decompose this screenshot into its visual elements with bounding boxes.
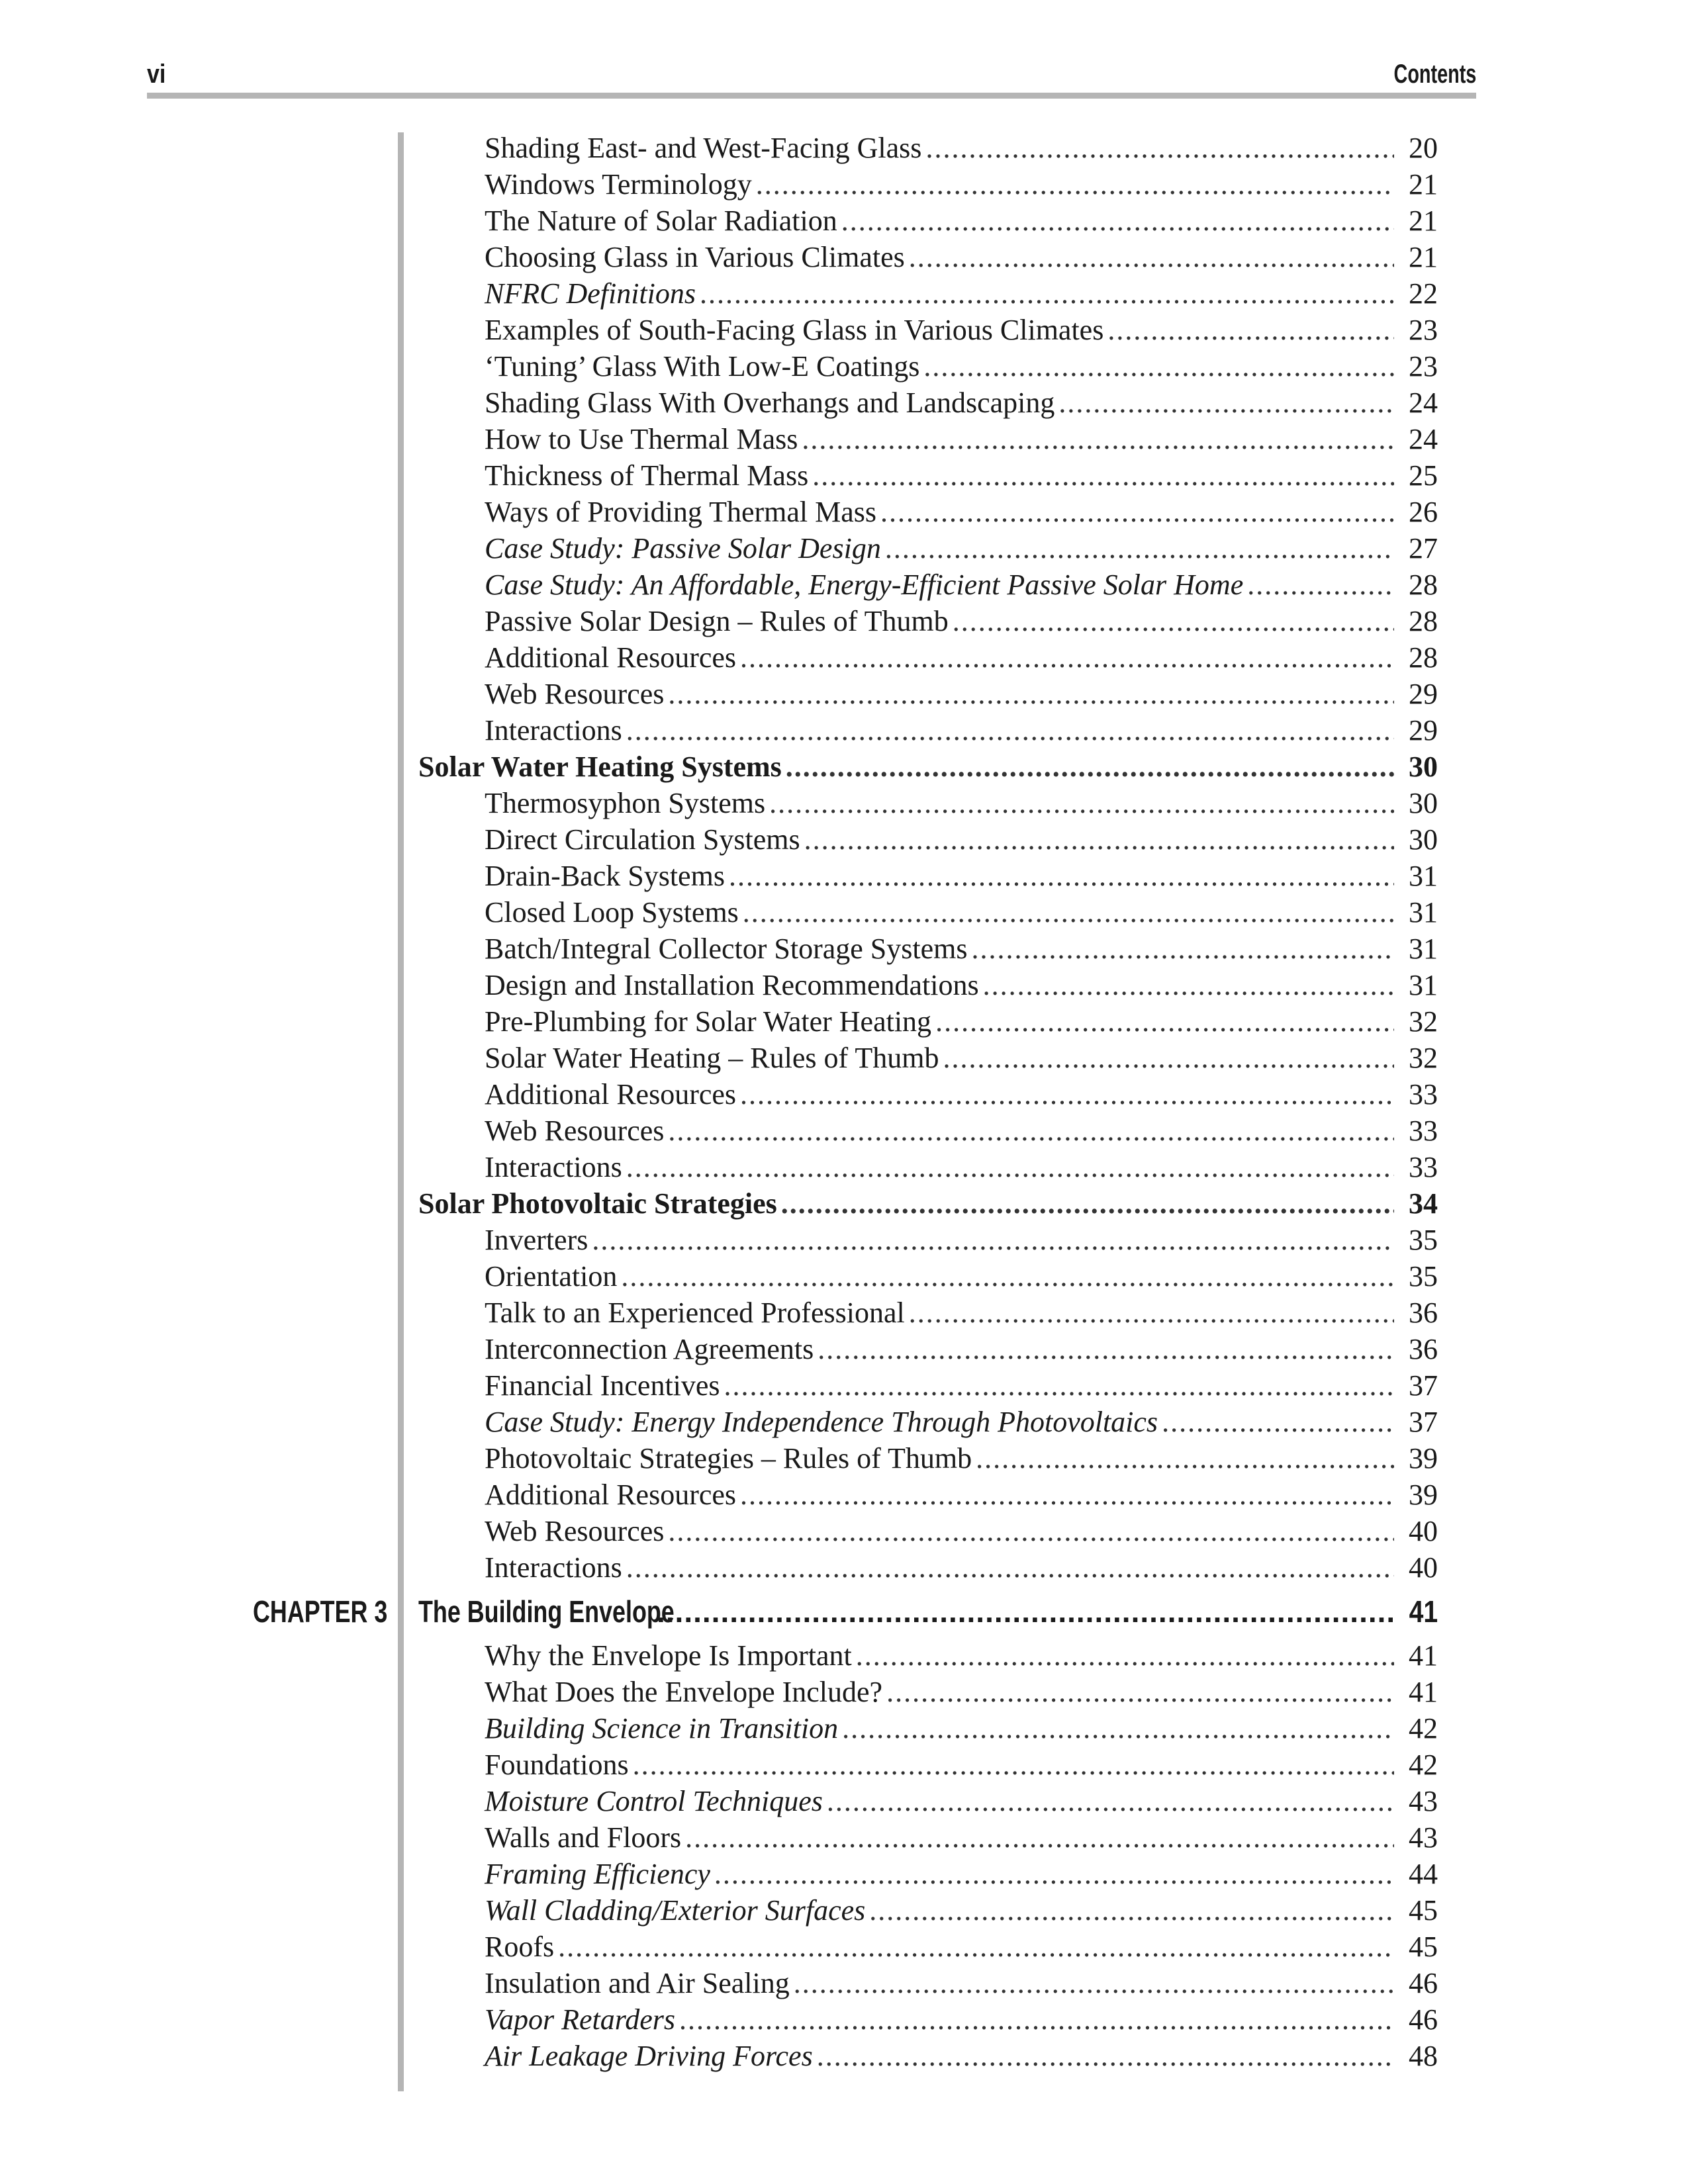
toc-entry-page: 21	[1409, 241, 1438, 273]
toc-entry-page: 46	[1409, 2003, 1438, 2036]
toc-section-chapter-3	[418, 1637, 1438, 2074]
toc-entry-page: 23	[1409, 314, 1438, 346]
toc-entry-page: 29	[1409, 714, 1438, 747]
toc-entry[interactable]	[418, 1295, 1438, 1331]
toc-entry-title: Closed Loop Systems	[485, 896, 739, 929]
leader-dots	[714, 1856, 1394, 1892]
toc-entry-title: Pre-Plumbing for Solar Water Heating	[485, 1005, 932, 1038]
toc-entry[interactable]	[418, 1892, 1438, 1929]
toc-entry-page: 42	[1409, 1712, 1438, 1745]
toc-entry-page: 25	[1409, 459, 1438, 492]
leader-dots	[668, 1113, 1394, 1149]
toc-entry[interactable]	[418, 712, 1438, 749]
toc-entry-title: How to Use Thermal Mass	[485, 423, 798, 455]
toc-entry-page: 31	[1409, 933, 1438, 965]
toc-entry-title: Interactions	[485, 1151, 622, 1183]
leader-dots	[886, 1674, 1394, 1710]
toc-entry-page: 29	[1409, 678, 1438, 710]
toc-entry-title: Case Study: Passive Solar Design	[485, 532, 881, 565]
leader-dots	[1162, 1404, 1394, 1440]
leader-dots	[626, 1149, 1394, 1185]
toc-entry-title: Windows Terminology	[485, 168, 752, 201]
toc-entry[interactable]	[418, 348, 1438, 385]
toc-entry-title: What Does the Envelope Include?	[485, 1676, 883, 1708]
leader-dots	[633, 1747, 1394, 1783]
toc-entry[interactable]	[418, 1222, 1438, 1258]
toc-entry-page: 27	[1409, 532, 1438, 565]
toc-entry-title: Thickness of Thermal Mass	[485, 459, 809, 492]
toc-entry[interactable]	[418, 785, 1438, 821]
toc-entry-title: Interactions	[485, 1551, 622, 1584]
toc-entry-page: 21	[1409, 205, 1438, 237]
toc-entry-title: Solar Water Heating – Rules of Thumb	[485, 1042, 939, 1074]
toc-entry-page: 32	[1409, 1042, 1438, 1074]
toc-entry-title: Choosing Glass in Various Climates	[485, 241, 905, 273]
toc-entry[interactable]	[418, 567, 1438, 603]
leader-dots	[972, 931, 1394, 967]
toc-entry-title: Air Leakage Driving Forces	[485, 2040, 813, 2072]
toc-entry-page: 44	[1409, 1858, 1438, 1890]
leader-dots	[626, 712, 1394, 749]
chapter-heading[interactable]	[418, 1594, 1438, 1636]
toc-entry[interactable]	[418, 1710, 1438, 1747]
leader-dots	[626, 1549, 1394, 1586]
toc-entry[interactable]	[418, 1674, 1438, 1710]
toc-entry[interactable]	[418, 967, 1438, 1003]
toc-entry-page: 35	[1409, 1224, 1438, 1256]
leader-dots	[724, 1367, 1394, 1404]
toc-entry-title: Design and Installation Recommendations	[485, 969, 979, 1001]
toc-entry-page: 40	[1409, 1551, 1438, 1584]
leader-dots	[786, 749, 1394, 785]
toc-entry[interactable]	[418, 931, 1438, 967]
toc-entry-title: Solar Photovoltaic Strategies	[418, 1187, 777, 1220]
toc-entry-page: 41	[1409, 1639, 1438, 1672]
leader-dots	[802, 421, 1394, 457]
toc-entry[interactable]	[418, 894, 1438, 931]
toc-entry[interactable]	[418, 1549, 1438, 1586]
toc-entry[interactable]	[418, 1258, 1438, 1295]
toc-entry[interactable]	[418, 1929, 1438, 1965]
toc-entry-title: Additional Resources	[485, 1479, 737, 1511]
running-title: Contents	[1393, 60, 1476, 89]
leader-dots	[740, 1076, 1394, 1113]
toc-entry-title: Thermosyphon Systems	[485, 787, 766, 819]
toc-entry[interactable]	[418, 858, 1438, 894]
leader-dots	[558, 1929, 1394, 1965]
toc-entry-title: The Nature of Solar Radiation	[485, 205, 837, 237]
toc-entry[interactable]	[418, 1747, 1438, 1783]
toc-entry-title: Foundations	[485, 1749, 629, 1781]
toc-entry-page: 40	[1409, 1515, 1438, 1547]
toc-entry-title: Solar Water Heating Systems	[418, 751, 782, 783]
toc-entry[interactable]	[418, 1819, 1438, 1856]
toc-entry-page: 30	[1409, 751, 1438, 783]
toc-entry[interactable]	[418, 2038, 1438, 2074]
toc-entry-page: 33	[1409, 1115, 1438, 1147]
leader-dots	[885, 530, 1394, 567]
leader-dots	[743, 894, 1394, 931]
leader-dots	[756, 166, 1394, 203]
toc-entry-title: Why the Envelope Is Important	[485, 1639, 852, 1672]
toc-entry-title: Vapor Retarders	[485, 2003, 676, 2036]
toc-entry-page: 22	[1409, 277, 1438, 310]
toc-entry-page: 28	[1409, 569, 1438, 601]
leader-dots	[700, 275, 1394, 312]
leader-dots	[668, 1513, 1394, 1549]
toc-entry-title: Inverters	[485, 1224, 588, 1256]
chapter-title: The Building Envelope	[418, 1594, 675, 1629]
toc-entry-page: 37	[1409, 1369, 1438, 1402]
toc-entry-title: Framing Efficiency	[485, 1858, 710, 1890]
toc-entry-page: 33	[1409, 1078, 1438, 1111]
toc-entry[interactable]	[418, 1856, 1438, 1892]
toc-entry-title: Case Study: An Affordable, Energy-Efficient Passive Solar Home	[485, 569, 1244, 601]
toc-entry-page: 48	[1409, 2040, 1438, 2072]
toc-entry[interactable]	[418, 457, 1438, 494]
vertical-rule	[398, 132, 404, 2091]
page-number: vi	[147, 60, 166, 89]
toc-entry[interactable]	[418, 1404, 1438, 1440]
toc-entry-page: 21	[1409, 168, 1438, 201]
toc-entry[interactable]	[418, 385, 1438, 421]
toc-entry-title: Additional Resources	[485, 641, 737, 674]
toc-entry[interactable]	[418, 1331, 1438, 1367]
toc-entry-page: 32	[1409, 1005, 1438, 1038]
toc-entry-page: 30	[1409, 787, 1438, 819]
toc-entry[interactable]	[418, 639, 1438, 676]
toc-entry[interactable]	[418, 1149, 1438, 1185]
toc-entry-title: ‘Tuning’ Glass With Low-E Coatings	[485, 350, 920, 383]
leader-dots	[1247, 567, 1394, 603]
leader-dots	[657, 1594, 1397, 1629]
leader-dots	[935, 1003, 1394, 1040]
toc-entry-title: Case Study: Energy Independence Through Photovoltaics	[485, 1406, 1158, 1438]
toc-entry-page: 28	[1409, 641, 1438, 674]
leader-dots	[827, 1783, 1394, 1819]
leader-dots	[909, 239, 1394, 275]
toc-entry-page: 23	[1409, 350, 1438, 383]
toc-entry[interactable]	[418, 421, 1438, 457]
toc-entry-title: Direct Circulation Systems	[485, 823, 800, 856]
toc-entry-page: 26	[1409, 496, 1438, 528]
toc-entry-title: Shading East- and West-Facing Glass	[485, 132, 922, 164]
toc-entry[interactable]	[418, 1076, 1438, 1113]
toc-entry-page: 41	[1409, 1676, 1438, 1708]
toc-section-continued	[418, 130, 1438, 1586]
leader-dots	[668, 676, 1394, 712]
chapter-label: CHAPTER 3	[253, 1594, 388, 1629]
leader-dots	[769, 785, 1394, 821]
toc-entry[interactable]	[418, 1783, 1438, 1819]
toc-entry-page: 24	[1409, 423, 1438, 455]
toc-entry[interactable]	[418, 1637, 1438, 1674]
toc-entry-page: 35	[1409, 1260, 1438, 1293]
toc-entry[interactable]	[418, 2001, 1438, 2038]
toc-entry-page: 30	[1409, 823, 1438, 856]
leader-dots	[983, 967, 1394, 1003]
leader-dots	[1107, 312, 1394, 348]
toc-entry-page: 36	[1409, 1297, 1438, 1329]
leader-dots	[818, 1331, 1394, 1367]
leader-dots	[685, 1819, 1394, 1856]
toc-entry-title: Passive Solar Design – Rules of Thumb	[485, 605, 949, 637]
toc-entry-title: Additional Resources	[485, 1078, 737, 1111]
toc-entry-page: 39	[1409, 1479, 1438, 1511]
toc-entry-title: Talk to an Experienced Professional	[485, 1297, 905, 1329]
toc-entry-title: Moisture Control Techniques	[485, 1785, 823, 1817]
toc-entry[interactable]	[418, 203, 1438, 239]
toc-entry[interactable]	[418, 1477, 1438, 1513]
leader-dots	[621, 1258, 1394, 1295]
toc-entry-title: Web Resources	[485, 678, 665, 710]
header-rule	[147, 93, 1476, 99]
toc-entry-page: 43	[1409, 1785, 1438, 1817]
toc-entry-page: 46	[1409, 1967, 1438, 1999]
page-header	[147, 54, 1476, 94]
toc-entry[interactable]	[418, 821, 1438, 858]
toc-entry-title: Wall Cladding/Exterior Surfaces	[485, 1894, 866, 1927]
toc-entry-title: Roofs	[485, 1931, 555, 1963]
toc-entry[interactable]	[418, 1367, 1438, 1404]
toc-entry-page: 45	[1409, 1894, 1438, 1927]
toc-entry-title: Ways of Providing Thermal Mass	[485, 496, 877, 528]
toc-section-heading[interactable]	[418, 749, 1438, 785]
toc-entry-page: 43	[1409, 1821, 1438, 1854]
leader-dots	[740, 1477, 1394, 1513]
toc-entry-page: 37	[1409, 1406, 1438, 1438]
leader-dots	[943, 1040, 1395, 1076]
toc-entry[interactable]	[418, 312, 1438, 348]
leader-dots	[953, 603, 1394, 639]
toc-entry-page: 36	[1409, 1333, 1438, 1365]
leader-dots	[817, 2038, 1394, 2074]
chapter-page: 41	[1409, 1594, 1438, 1629]
toc-entry-page: 31	[1409, 969, 1438, 1001]
toc-entry[interactable]	[418, 676, 1438, 712]
toc-entry[interactable]	[418, 1965, 1438, 2001]
toc-entry-page: 45	[1409, 1931, 1438, 1963]
leader-dots	[909, 1295, 1394, 1331]
toc-entry-title: Batch/Integral Collector Storage Systems	[485, 933, 968, 965]
leader-dots	[740, 639, 1394, 676]
toc-entry-title: Interactions	[485, 714, 622, 747]
leader-dots	[880, 494, 1394, 530]
toc-entry[interactable]	[418, 1113, 1438, 1149]
toc-entry-page: 31	[1409, 860, 1438, 892]
toc-entry-page: 24	[1409, 387, 1438, 419]
toc-entry[interactable]	[418, 1003, 1438, 1040]
toc-entry-title: Web Resources	[485, 1115, 665, 1147]
leader-dots	[781, 1185, 1394, 1222]
toc-entry-page: 33	[1409, 1151, 1438, 1183]
toc-entry[interactable]	[418, 166, 1438, 203]
toc-entry[interactable]	[418, 1040, 1438, 1076]
toc-entry[interactable]	[418, 530, 1438, 567]
toc-entry-title: Shading Glass With Overhangs and Landscaping	[485, 387, 1055, 419]
toc-entry[interactable]	[418, 130, 1438, 166]
leader-dots	[976, 1440, 1394, 1477]
toc-entry-title: Drain-Back Systems	[485, 860, 725, 892]
toc-entry-title: Examples of South-Facing Glass in Various Climates	[485, 314, 1104, 346]
leader-dots	[842, 1710, 1394, 1747]
leader-dots	[856, 1637, 1394, 1674]
toc-entry-page: 34	[1409, 1187, 1438, 1220]
toc-entry-title: Orientation	[485, 1260, 618, 1293]
toc-entry-page: 28	[1409, 605, 1438, 637]
toc-entry[interactable]	[418, 603, 1438, 639]
toc-entry-page: 20	[1409, 132, 1438, 164]
toc-entry-page: 42	[1409, 1749, 1438, 1781]
toc-entry-title: Interconnection Agreements	[485, 1333, 814, 1365]
toc-entry-page: 31	[1409, 896, 1438, 929]
toc-entry-title: Financial Incentives	[485, 1369, 720, 1402]
leader-dots	[729, 858, 1394, 894]
toc-entry[interactable]	[418, 275, 1438, 312]
toc-entry-title: Web Resources	[485, 1515, 665, 1547]
leader-dots	[869, 1892, 1394, 1929]
leader-dots	[923, 348, 1394, 385]
toc-entry-title: NFRC Definitions	[485, 277, 696, 310]
toc-entry[interactable]	[418, 494, 1438, 530]
toc-entry-title: Insulation and Air Sealing	[485, 1967, 790, 1999]
toc-entry-page: 39	[1409, 1442, 1438, 1475]
toc-entry[interactable]	[418, 1440, 1438, 1477]
toc-entry-title: Walls and Floors	[485, 1821, 682, 1854]
toc-entry-title: Building Science in Transition	[485, 1712, 839, 1745]
leader-dots	[804, 821, 1394, 858]
leader-dots	[679, 2001, 1394, 2038]
toc-entry-title: Photovoltaic Strategies – Rules of Thumb	[485, 1442, 972, 1475]
leader-dots	[812, 457, 1394, 494]
toc-entry[interactable]	[418, 1513, 1438, 1549]
leader-dots	[592, 1222, 1394, 1258]
leader-dots	[794, 1965, 1394, 2001]
leader-dots	[925, 130, 1394, 166]
toc-section-heading[interactable]	[418, 1185, 1438, 1222]
leader-dots	[841, 203, 1394, 239]
toc-entry[interactable]	[418, 239, 1438, 275]
leader-dots	[1058, 385, 1394, 421]
